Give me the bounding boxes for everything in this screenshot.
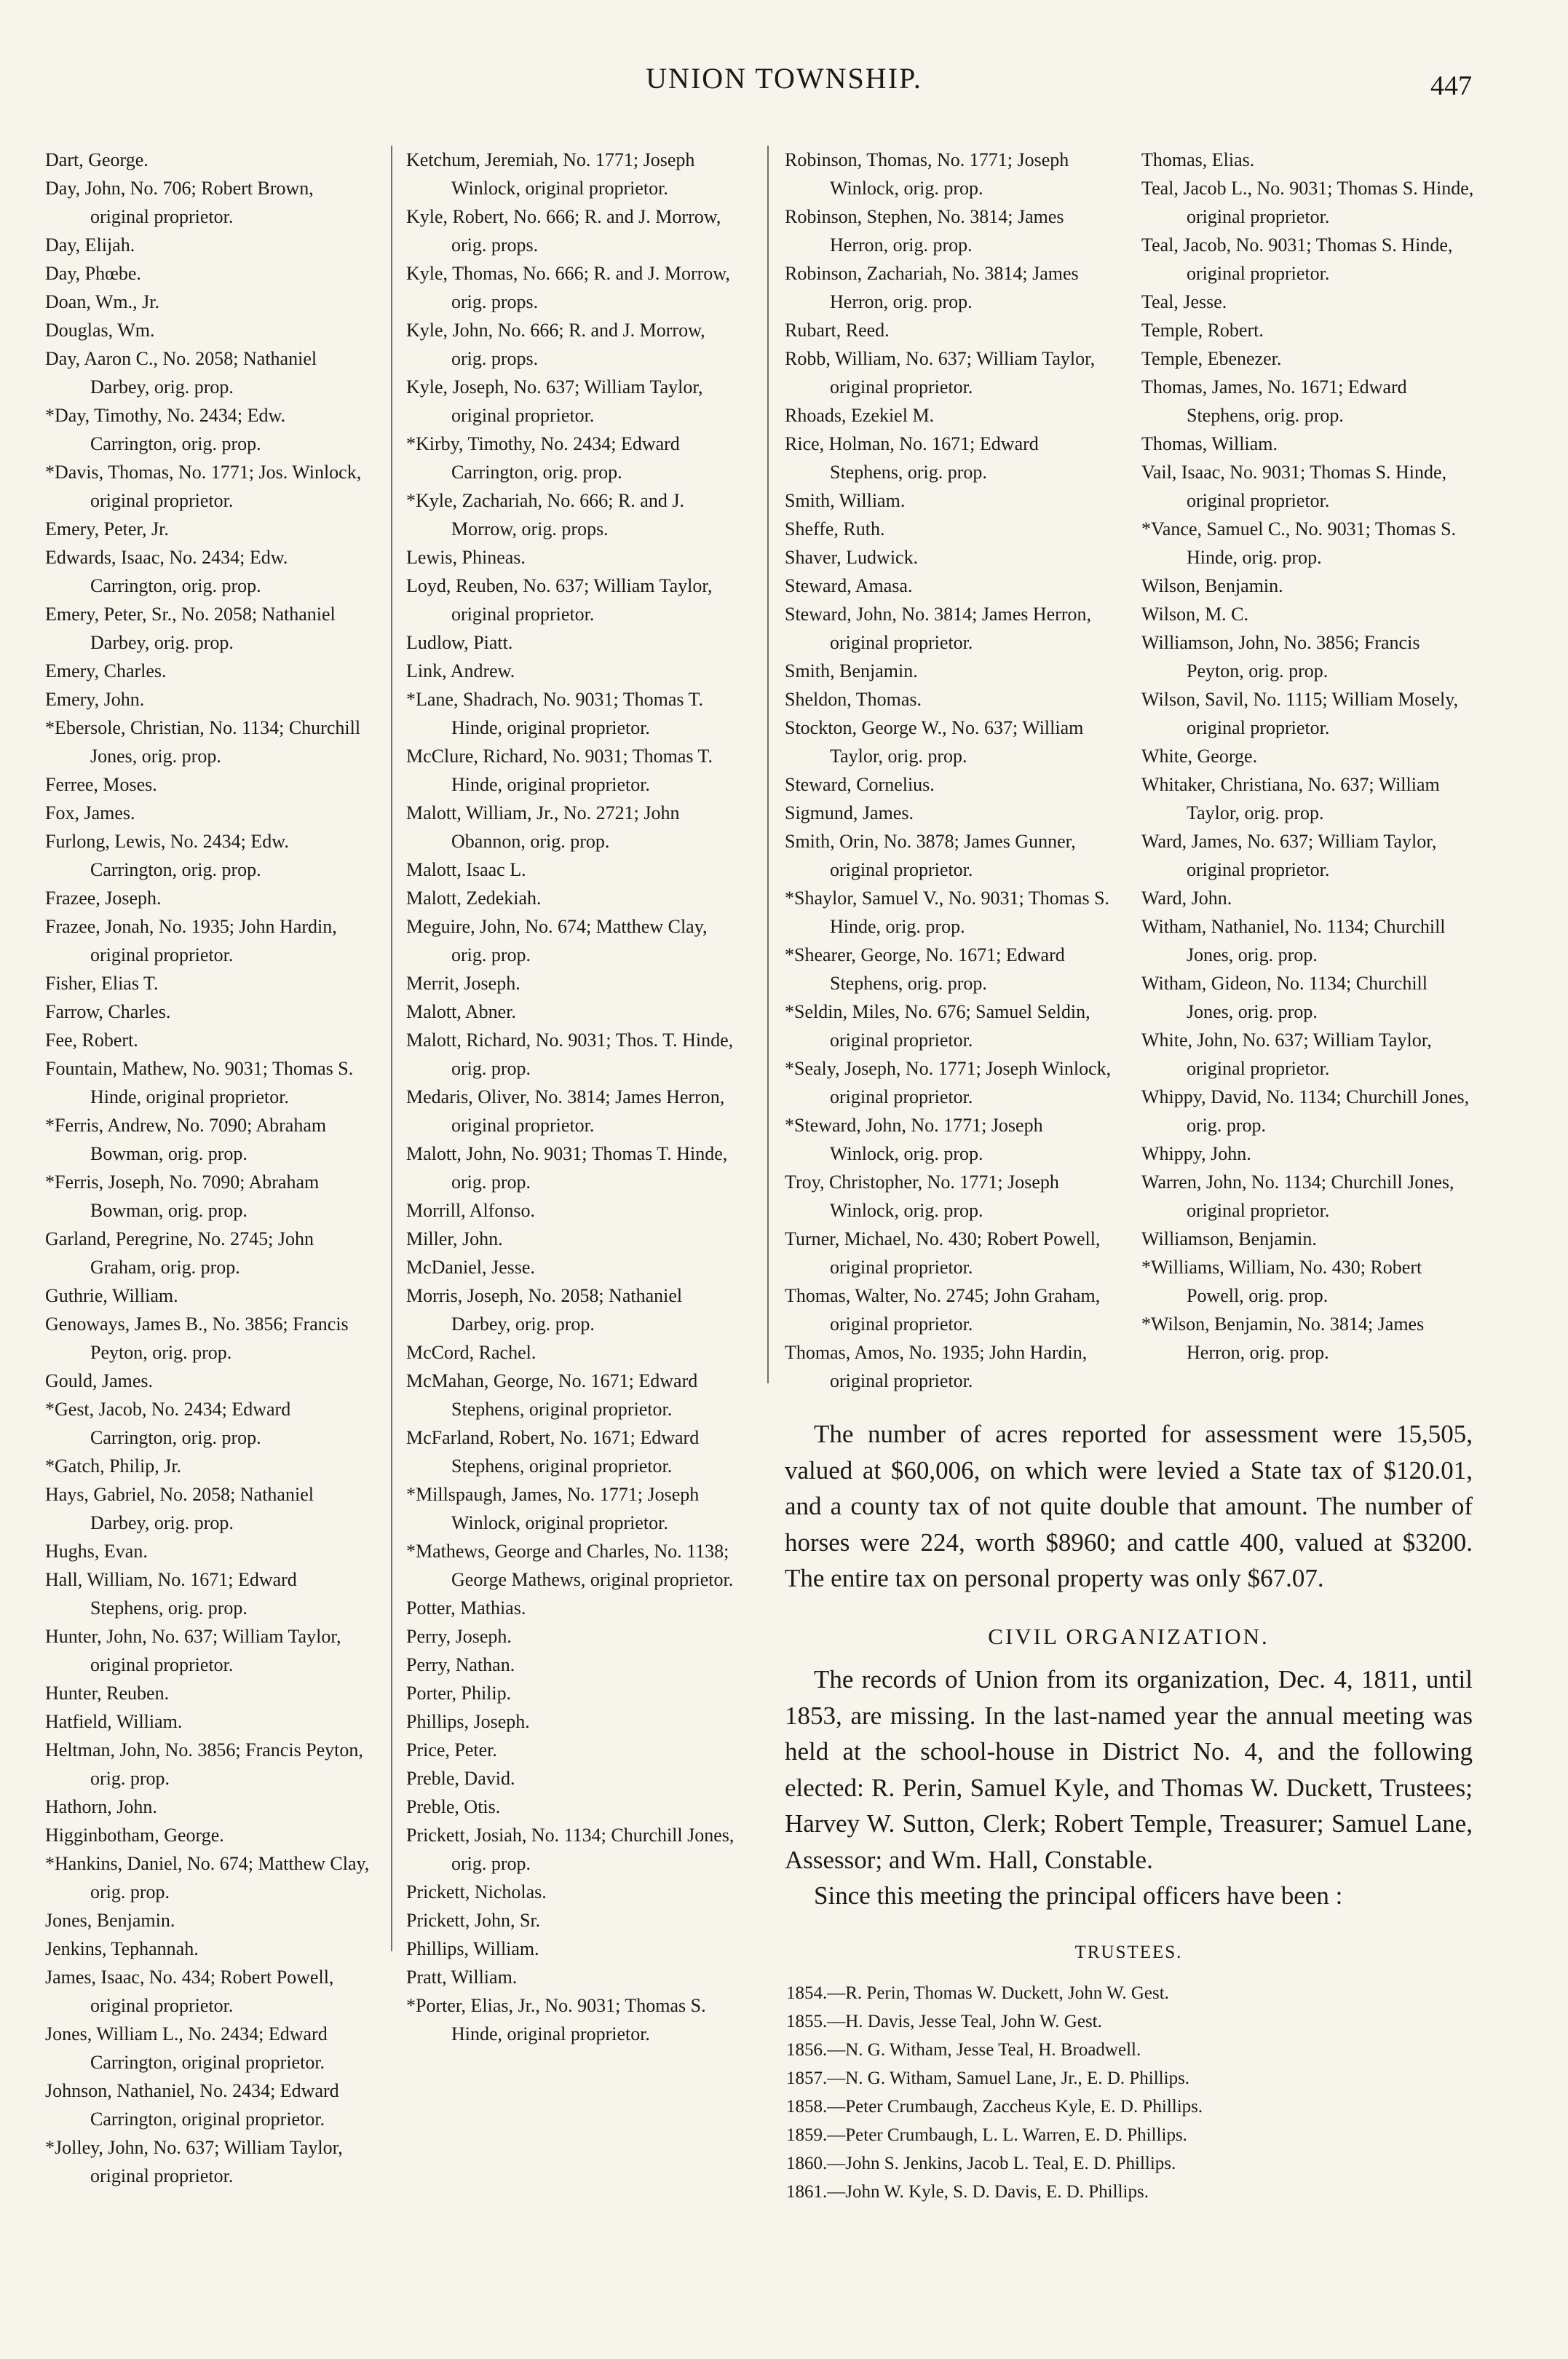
list-item: Sigmund, James.	[785, 802, 914, 823]
trustee-entry: 1860.—John S. Jenkins, Jacob L. Teal, E. D. Phillips.	[786, 2154, 1176, 2173]
list-item: Dart, George.	[45, 149, 149, 170]
list-item: Robb, William, No. 637; William Taylor, original proprietor.	[785, 348, 1096, 398]
list-item: Phillips, Joseph.	[406, 1711, 530, 1732]
list-item: Hays, Gabriel, No. 2058; Nathaniel Darbey, orig. prop.	[45, 1484, 314, 1533]
list-item: White, John, No. 637; William Taylor, original proprietor.	[1141, 1030, 1432, 1079]
list-item: *Sealy, Joseph, No. 1771; Joseph Winlock, original proprietor.	[785, 1058, 1112, 1107]
list-item: Teal, Jesse.	[1141, 291, 1227, 312]
list-item: Smith, Orin, No. 3878; James Gunner, original proprietor.	[785, 831, 1076, 880]
list-item: Genoways, James B., No. 3856; Francis Peyton, orig. prop.	[45, 1313, 349, 1363]
list-item: Loyd, Reuben, No. 637; William Taylor, original proprietor.	[406, 575, 713, 625]
list-item: Pratt, William.	[406, 1967, 518, 1988]
list-item: Day, Phœbe.	[45, 263, 141, 284]
trustee-entry: 1854.—R. Perin, Thomas W. Duckett, John W. Gest.	[786, 1983, 1169, 2003]
trustee-entry: 1861.—John W. Kyle, S. D. Davis, E. D. Phillips.	[786, 2182, 1149, 2202]
list-item: Hughs, Evan.	[45, 1541, 148, 1562]
trustee-entry: 1857.—N. G. Witham, Samuel Lane, Jr., E. D. Phillips.	[786, 2068, 1190, 2088]
column-divider	[767, 146, 769, 1383]
list-item: Emery, Charles.	[45, 660, 167, 681]
name-column-1	[45, 146, 373, 2190]
list-item: McCord, Rachel.	[406, 1342, 536, 1363]
list-item: Wilson, Savil, No. 1115; William Mosely, original proprietor.	[1141, 689, 1459, 738]
list-item: Kyle, Robert, No. 666; R. and J. Morrow, orig. props.	[406, 206, 721, 256]
list-item: Miller, John.	[406, 1228, 503, 1249]
list-item: Shaver, Ludwick.	[785, 547, 919, 568]
list-item: Williamson, John, No. 3856; Francis Peyton, orig. prop.	[1141, 632, 1420, 681]
list-item: Troy, Christopher, No. 1771; Joseph Winlock, orig. prop.	[785, 1171, 1059, 1221]
list-item: Johnson, Nathaniel, No. 2434; Edward Carrington, original proprietor.	[45, 2080, 339, 2130]
list-item: *Gest, Jacob, No. 2434; Edward Carrington, orig. prop.	[45, 1399, 291, 1448]
list-item: Fisher, Elias T.	[45, 973, 159, 994]
list-item: Douglas, Wm.	[45, 320, 155, 341]
list-item: Ketchum, Jeremiah, No. 1771; Joseph Winlock, original proprietor.	[406, 149, 695, 199]
list-item: Day, Elijah.	[45, 234, 135, 256]
list-item: Price, Peter.	[406, 1739, 497, 1761]
list-item: *Seldin, Miles, No. 676; Samuel Seldin, original proprietor.	[785, 1001, 1090, 1051]
list-item: Warren, John, No. 1134; Churchill Jones, original proprietor.	[1141, 1171, 1454, 1221]
list-item: Kyle, Joseph, No. 637; William Taylor, original proprietor.	[406, 376, 703, 426]
list-item: Perry, Joseph.	[406, 1626, 512, 1647]
list-item: Rubart, Reed.	[785, 320, 890, 341]
list-item: *Jolley, John, No. 637; William Taylor, original proprietor.	[45, 2137, 343, 2186]
list-item: Rice, Holman, No. 1671; Edward Stephens, orig. prop.	[785, 433, 1039, 483]
list-item: Porter, Philip.	[406, 1683, 512, 1704]
list-item: Gould, James.	[45, 1370, 154, 1391]
list-item: Higginbotham, George.	[45, 1825, 224, 1846]
list-item: Prickett, Josiah, No. 1134; Churchill Jones, orig. prop.	[406, 1825, 734, 1874]
list-item: Potter, Mathias.	[406, 1597, 526, 1619]
list-item: Steward, John, No. 3814; James Herron, original proprietor.	[785, 604, 1091, 653]
list-item: Link, Andrew.	[406, 660, 515, 681]
list-item: White, George.	[1141, 746, 1258, 767]
list-item: Malott, Abner.	[406, 1001, 516, 1022]
list-item: Perry, Nathan.	[406, 1654, 515, 1675]
list-item: Prickett, John, Sr.	[406, 1910, 541, 1931]
list-item: *Davis, Thomas, No. 1771; Jos. Winlock, original proprietor.	[45, 462, 362, 511]
list-item: *Hankins, Daniel, No. 674; Matthew Clay, orig. prop.	[45, 1853, 370, 1902]
list-item: Hathorn, John.	[45, 1796, 157, 1817]
list-item: *Steward, John, No. 1771; Joseph Winlock, orig. prop.	[785, 1115, 1043, 1164]
list-item: Garland, Peregrine, No. 2745; John Graham, orig. prop.	[45, 1228, 314, 1278]
list-item: *Shearer, George, No. 1671; Edward Stephens, orig. prop.	[785, 944, 1065, 994]
list-item: Hatfield, William.	[45, 1711, 183, 1732]
list-item: Steward, Cornelius.	[785, 774, 935, 795]
list-item: Hunter, Reuben.	[45, 1683, 170, 1704]
list-item: Ferree, Moses.	[45, 774, 157, 795]
list-item: Witham, Gideon, No. 1134; Churchill Jones, orig. prop.	[1141, 973, 1428, 1022]
list-item: *Day, Timothy, No. 2434; Edw. Carrington, orig. prop.	[45, 405, 286, 454]
list-item: Preble, David.	[406, 1768, 515, 1789]
list-item: Steward, Amasa.	[785, 575, 913, 596]
list-item: *Vance, Samuel C., No. 9031; Thomas S. Hinde, orig. prop.	[1141, 518, 1457, 568]
list-item: Robinson, Thomas, No. 1771; Joseph Winlock, orig. prop.	[785, 149, 1069, 199]
list-item: Robinson, Stephen, No. 3814; James Herron, orig. prop.	[785, 206, 1064, 256]
list-item: Malott, Richard, No. 9031; Thos. T. Hinde, orig. prop.	[406, 1030, 734, 1079]
list-item: Frazee, Jonah, No. 1935; John Hardin, original proprietor.	[45, 916, 337, 965]
list-item: Thomas, Walter, No. 2745; John Graham, original proprietor.	[785, 1285, 1101, 1335]
list-item: *Ebersole, Christian, No. 1134; Churchill Jones, orig. prop.	[45, 717, 361, 767]
list-item: *Wilson, Benjamin, No. 3814; James Herron, orig. prop.	[1141, 1313, 1425, 1363]
list-item: Edwards, Isaac, No. 2434; Edw. Carrington, orig. prop.	[45, 547, 288, 596]
list-item: Wilson, M. C.	[1141, 604, 1249, 625]
list-item: Merrit, Joseph.	[406, 973, 520, 994]
list-item: Williamson, Benjamin.	[1141, 1228, 1317, 1249]
trustee-entry: 1858.—Peter Crumbaugh, Zaccheus Kyle, E. D. Phillips.	[786, 2097, 1203, 2117]
assessment-paragraph: The number of acres reported for assessment were 15,505, valued at $60,006, on which were levied a State tax of $120.01, and a county tax of not quite double that amount. The number of horses were 224, worth $8960; and cattle 400, valued at $3200. The entire tax on personal property was only $67.07.	[785, 1420, 1473, 1592]
page-header-title: UNION TOWNSHIP.	[646, 62, 922, 95]
trustee-entry: 1856.—N. G. Witham, Jesse Teal, H. Broadwell.	[786, 2040, 1141, 2060]
list-item: Malott, William, Jr., No. 2721; John Obannon, orig. prop.	[406, 802, 680, 852]
list-item: Sheldon, Thomas.	[785, 689, 922, 710]
list-item: Preble, Otis.	[406, 1796, 501, 1817]
list-item: Jones, William L., No. 2434; Edward Carrington, original proprietor.	[45, 2023, 328, 2073]
list-item: Teal, Jacob L., No. 9031; Thomas S. Hinde, original proprietor.	[1141, 178, 1474, 227]
list-item: Kyle, John, No. 666; R. and J. Morrow, orig. props.	[406, 320, 705, 369]
list-item: *Shaylor, Samuel V., No. 9031; Thomas S. Hinde, orig. prop.	[785, 888, 1110, 937]
list-item: Kyle, Thomas, No. 666; R. and J. Morrow, orig. props.	[406, 263, 730, 312]
list-item: Sheffe, Ruth.	[785, 518, 885, 540]
list-item: Whitaker, Christiana, No. 637; William Taylor, orig. prop.	[1141, 774, 1440, 823]
list-item: Emery, Peter, Sr., No. 2058; Nathaniel Darbey, orig. prop.	[45, 604, 336, 653]
list-item: James, Isaac, No. 434; Robert Powell, original proprietor.	[45, 1967, 334, 2016]
list-item: *Gatch, Philip, Jr.	[45, 1455, 182, 1477]
list-item: McClure, Richard, No. 9031; Thomas T. Hinde, original proprietor.	[406, 746, 713, 795]
list-item: *Ferris, Andrew, No. 7090; Abraham Bowman, orig. prop.	[45, 1115, 327, 1164]
list-item: Stockton, George W., No. 637; William Taylor, orig. prop.	[785, 717, 1084, 767]
list-item: Jones, Benjamin.	[45, 1910, 175, 1931]
list-item: Emery, Peter, Jr.	[45, 518, 169, 540]
column-divider	[391, 146, 392, 1951]
list-item: Malott, Isaac L.	[406, 859, 526, 880]
civil-organization-paragraph: The records of Union from its organization, Dec. 4, 1811, until 1853, are missing. In the last-named year the annual meeting was held at the school-house in District No. 4, and the following elected: R. Perin, Samuel Kyle, and Thomas W. Duckett, Trustees; Harvey W. Sutton, Clerk; Robert Temple, Treasurer; Samuel Lane, Assessor; and Wm. Hall, Constable.	[785, 1665, 1473, 1874]
list-item: Furlong, Lewis, No. 2434; Edw. Carrington, orig. prop.	[45, 831, 289, 880]
list-item: Prickett, Nicholas.	[406, 1881, 547, 1902]
list-item: Wilson, Benjamin.	[1141, 575, 1283, 596]
prose-section	[785, 1416, 1473, 2206]
list-item: Lewis, Phineas.	[406, 547, 526, 568]
list-item: Day, John, No. 706; Robert Brown, original proprietor.	[45, 178, 314, 227]
list-item: McFarland, Robert, No. 1671; Edward Stephens, original proprietor.	[406, 1427, 700, 1477]
list-item: Doan, Wm., Jr.	[45, 291, 159, 312]
list-item: *Mathews, George and Charles, No. 1138; George Mathews, original proprietor.	[406, 1541, 734, 1590]
list-item: *Porter, Elias, Jr., No. 9031; Thomas S. Hinde, original proprietor.	[406, 1995, 706, 2044]
page-number: 447	[1430, 71, 1472, 101]
list-item: Meguire, John, No. 674; Matthew Clay, orig. prop.	[406, 916, 708, 965]
section-heading-civil-organization: CIVIL ORGANIZATION.	[988, 1623, 1270, 1649]
list-item: Jenkins, Tephannah.	[45, 1938, 199, 1959]
list-item: Malott, John, No. 9031; Thomas T. Hinde, orig. prop.	[406, 1143, 728, 1193]
list-item: Fountain, Mathew, No. 9031; Thomas S. Hinde, original proprietor.	[45, 1058, 354, 1107]
list-item: McMahan, George, No. 1671; Edward Stephens, original proprietor.	[406, 1370, 698, 1420]
list-item: Whippy, David, No. 1134; Churchill Jones, orig. prop.	[1141, 1086, 1470, 1136]
since-paragraph: Since this meeting the principal officers have been :	[814, 1881, 1343, 1910]
list-item: Emery, John.	[45, 689, 145, 710]
trustee-entry: 1859.—Peter Crumbaugh, L. L. Warren, E. D. Phillips.	[786, 2125, 1187, 2145]
list-item: Heltman, John, No. 3856; Francis Peyton, orig. prop.	[45, 1739, 363, 1789]
list-item: Medaris, Oliver, No. 3814; James Herron, original proprietor.	[406, 1086, 725, 1136]
list-item: *Williams, William, No. 430; Robert Powell, orig. prop.	[1141, 1257, 1422, 1306]
list-item: Hall, William, No. 1671; Edward Stephens, orig. prop.	[45, 1569, 297, 1619]
list-item: Thomas, James, No. 1671; Edward Stephens, orig. prop.	[1141, 376, 1407, 426]
list-item: Phillips, William.	[406, 1938, 539, 1959]
list-item: *Millspaugh, James, No. 1771; Joseph Winlock, original proprietor.	[406, 1484, 700, 1533]
list-item: *Lane, Shadrach, No. 9031; Thomas T. Hinde, original proprietor.	[406, 689, 703, 738]
list-item: Temple, Robert.	[1141, 320, 1264, 341]
name-column-3	[785, 146, 1116, 1395]
list-item: Day, Aaron C., No. 2058; Nathaniel Darbey, orig. prop.	[45, 348, 317, 398]
list-item: Morris, Joseph, No. 2058; Nathaniel Darbey, orig. prop.	[406, 1285, 683, 1335]
list-item: Smith, William.	[785, 490, 906, 511]
list-item: Turner, Michael, No. 430; Robert Powell, original proprietor.	[785, 1228, 1101, 1278]
list-item: Smith, Benjamin.	[785, 660, 918, 681]
trustee-entry: 1855.—H. Davis, Jesse Teal, John W. Gest.	[786, 2012, 1102, 2031]
list-item: Ward, John.	[1141, 888, 1232, 909]
list-item: Fee, Robert.	[45, 1030, 138, 1051]
name-column-4	[1141, 146, 1478, 1367]
list-item: Frazee, Joseph.	[45, 888, 162, 909]
list-item: Farrow, Charles.	[45, 1001, 171, 1022]
list-item: Rhoads, Ezekiel M.	[785, 405, 935, 426]
list-item: Whippy, John.	[1141, 1143, 1251, 1164]
list-item: *Kirby, Timothy, No. 2434; Edward Carrington, orig. prop.	[406, 433, 680, 483]
list-item: Ludlow, Piatt.	[406, 632, 513, 653]
list-item: Robinson, Zachariah, No. 3814; James Herron, orig. prop.	[785, 263, 1079, 312]
list-item: Teal, Jacob, No. 9031; Thomas S. Hinde, original proprietor.	[1141, 234, 1453, 284]
list-item: *Ferris, Joseph, No. 7090; Abraham Bowman, orig. prop.	[45, 1171, 320, 1221]
list-item: McDaniel, Jesse.	[406, 1257, 535, 1278]
list-item: Ward, James, No. 637; William Taylor, original proprietor.	[1141, 831, 1437, 880]
list-item: Morrill, Alfonso.	[406, 1200, 535, 1221]
list-item: Thomas, William.	[1141, 433, 1278, 454]
list-item: Vail, Isaac, No. 9031; Thomas S. Hinde, original proprietor.	[1141, 462, 1447, 511]
list-item: Hunter, John, No. 637; William Taylor, original proprietor.	[45, 1626, 341, 1675]
list-item: Witham, Nathaniel, No. 1134; Churchill Jones, orig. prop.	[1141, 916, 1446, 965]
list-item: Guthrie, William.	[45, 1285, 178, 1306]
list-item: Malott, Zedekiah.	[406, 888, 542, 909]
list-item: Thomas, Elias.	[1141, 149, 1255, 170]
trustees-heading: TRUSTEES.	[1074, 1942, 1183, 1962]
list-item: Fox, James.	[45, 802, 135, 823]
list-item: *Kyle, Zachariah, No. 666; R. and J. Morrow, orig. props.	[406, 490, 684, 540]
name-column-2	[406, 146, 741, 2048]
list-item: Temple, Ebenezer.	[1141, 348, 1282, 369]
list-item: Thomas, Amos, No. 1935; John Hardin, original proprietor.	[785, 1342, 1088, 1391]
trustees-list	[785, 1979, 1473, 2206]
